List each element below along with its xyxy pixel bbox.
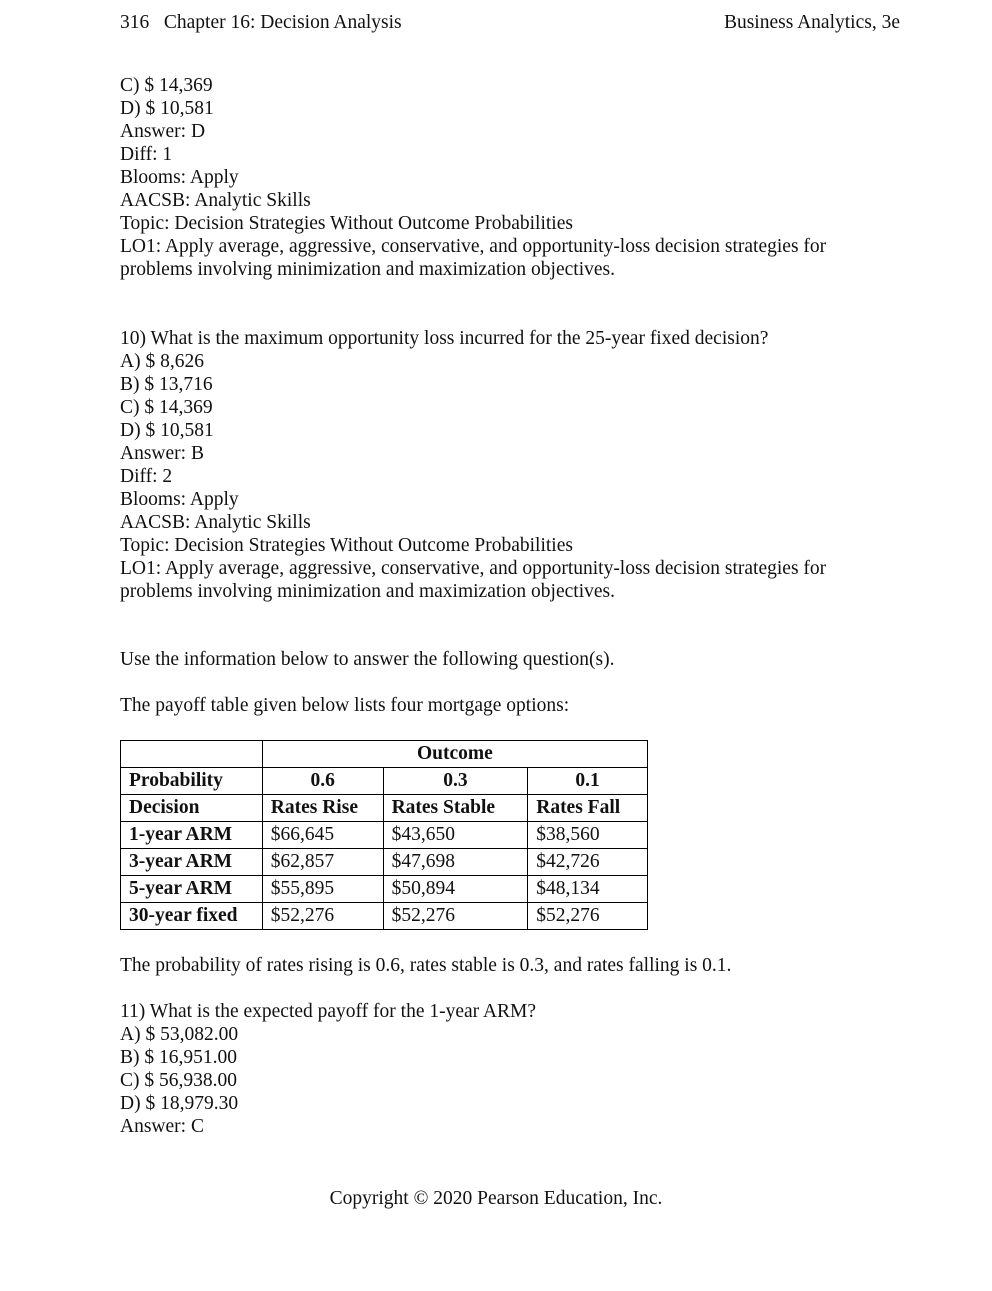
question-text: 11) What is the expected payoff for the 1-year ARM? (120, 1001, 537, 1022)
option-b: B) $ 16,951.00 (120, 1047, 237, 1068)
payoff-cell: $52,276 (383, 903, 528, 930)
payoff-cell: $66,645 (262, 822, 383, 849)
payoff-cell: $50,894 (383, 876, 528, 903)
option-c: C) $ 14,369 (120, 75, 213, 96)
learning-objective: LO1: Apply average, aggressive, conservative, and opportunity-loss decision strategies for problems involving minimization and maximization objectives. (120, 236, 827, 280)
running-header-left: 316 Chapter 16: Decision Analysis (120, 12, 402, 33)
aacsb: AACSB: Analytic Skills (120, 190, 311, 211)
decision-cell: 5-year ARM (121, 876, 263, 903)
empty-corner-cell (121, 741, 263, 768)
payoff-cell: $43,650 (383, 822, 528, 849)
use-info-instruction: Use the information below to answer the following question(s). (120, 649, 615, 670)
payoff-cell: $38,560 (528, 822, 648, 849)
decision-cell: 1-year ARM (121, 822, 263, 849)
table-row-probability (121, 768, 648, 795)
probability-label: Probability (121, 768, 263, 795)
probability-note: The probability of rates rising is 0.6, rates stable is 0.3, and rates falling is 0.1. (120, 955, 732, 976)
outcome-column-header: Rates Fall (528, 795, 648, 822)
outcome-column-header: Rates Stable (383, 795, 528, 822)
blooms: Blooms: Apply (120, 167, 239, 188)
payoff-cell: $52,276 (528, 903, 648, 930)
copyright-footer: Copyright © 2020 Pearson Education, Inc. (329, 1188, 663, 1209)
probability-cell: 0.6 (262, 768, 383, 795)
table-row (121, 876, 648, 903)
table-row-decision-header (121, 795, 648, 822)
difficulty: Diff: 1 (120, 144, 173, 165)
answer: Answer: C (120, 1116, 204, 1137)
option-b: B) $ 13,716 (120, 374, 213, 395)
payoff-cell: $42,726 (528, 849, 648, 876)
question-10 (120, 327, 880, 603)
payoff-cell: $55,895 (262, 876, 383, 903)
difficulty: Diff: 2 (120, 466, 173, 487)
answer: Answer: D (120, 121, 206, 142)
option-d: D) $ 18,979.30 (120, 1093, 239, 1114)
payoff-cell: $62,857 (262, 849, 383, 876)
decision-label: Decision (121, 795, 263, 822)
aacsb: AACSB: Analytic Skills (120, 512, 311, 533)
topic: Topic: Decision Strategies Without Outcome Probabilities (120, 213, 573, 234)
decision-cell: 3-year ARM (121, 849, 263, 876)
question-text: 10) What is the maximum opportunity loss incurred for the 25-year fixed decision? (120, 328, 769, 349)
running-header-right: Business Analytics, 3e (723, 12, 900, 33)
payoff-cell: $48,134 (528, 876, 648, 903)
table-intro: The payoff table given below lists four mortgage options: (120, 695, 570, 716)
outcome-header: Outcome (262, 741, 647, 768)
table-row-outcome-header (121, 741, 648, 768)
topic: Topic: Decision Strategies Without Outcome Probabilities (120, 535, 573, 556)
option-d: D) $ 10,581 (120, 420, 214, 441)
blooms: Blooms: Apply (120, 489, 239, 510)
option-d: D) $ 10,581 (120, 98, 214, 119)
probability-cell: 0.1 (528, 768, 648, 795)
option-a: A) $ 8,626 (120, 351, 204, 372)
option-c: C) $ 14,369 (120, 397, 213, 418)
table-row (121, 903, 648, 930)
option-c: C) $ 56,938.00 (120, 1070, 237, 1091)
answer: Answer: B (120, 443, 204, 464)
table-row (121, 822, 648, 849)
decision-cell: 30-year fixed (121, 903, 263, 930)
question-11 (120, 1000, 880, 1138)
learning-objective: LO1: Apply average, aggressive, conservative, and opportunity-loss decision strategies for problems involving minimization and maximization objectives. (120, 558, 827, 602)
payoff-table (120, 740, 648, 930)
table-row (121, 849, 648, 876)
option-a: A) $ 53,082.00 (120, 1024, 239, 1045)
probability-cell: 0.3 (383, 768, 528, 795)
question-9-tail (120, 74, 880, 281)
payoff-cell: $52,276 (262, 903, 383, 930)
payoff-cell: $47,698 (383, 849, 528, 876)
outcome-column-header: Rates Rise (262, 795, 383, 822)
